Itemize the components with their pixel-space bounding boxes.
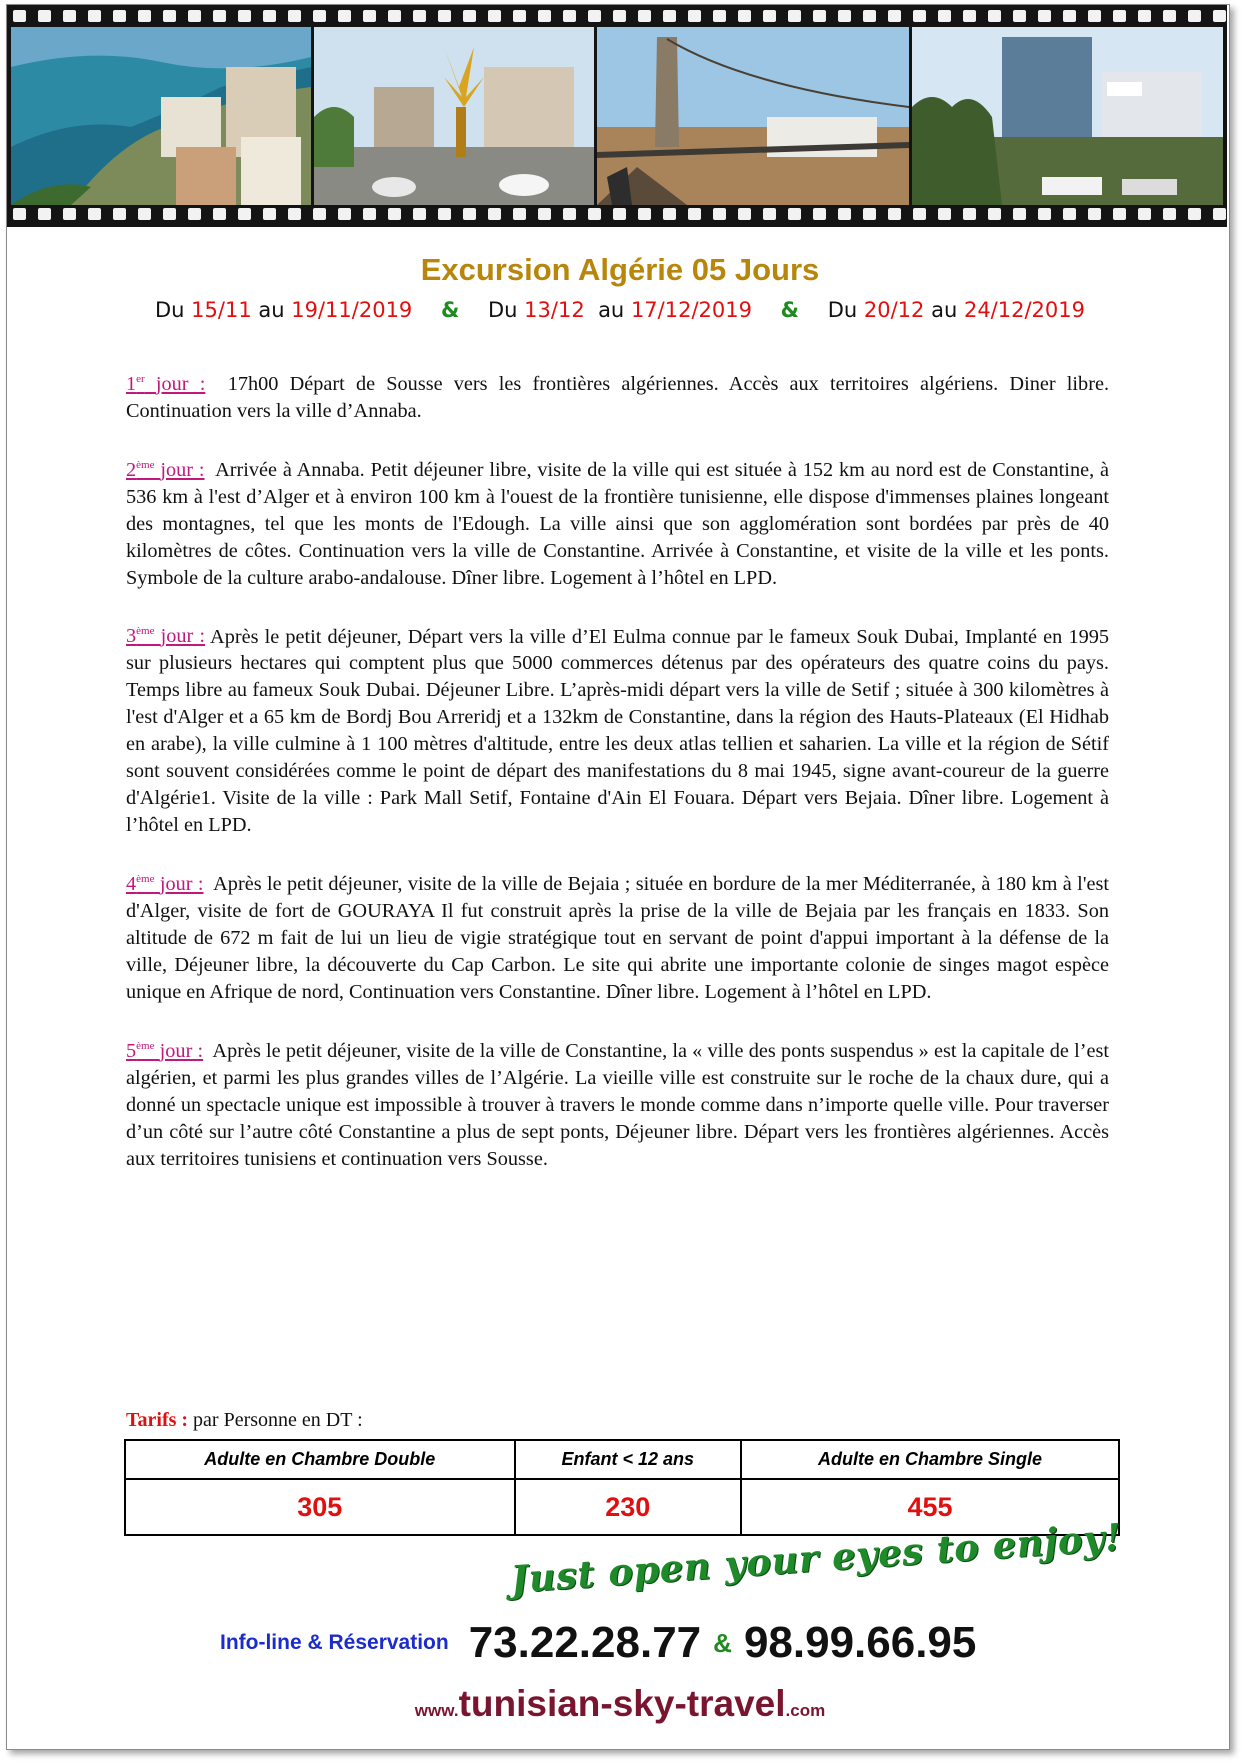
price-value-single: 455 <box>741 1479 1119 1535</box>
tarifs-label: Tarifs : <box>126 1409 189 1431</box>
date-separator: & <box>780 298 799 322</box>
itinerary <box>126 366 1109 1200</box>
page-title: Excursion Algérie 05 Jours <box>420 252 820 287</box>
day-5-text: Après le petit déjeuner, visite de la ville de Constantine, la « ville des ponts suspendus » est la capitale de l’est algérien, et parmi les plus grandes villes de l’Algérie. La vieille ville est construite sur le roche de la chaux dure, qui a donné un spectacle unique est impossible à trouver à travers le monde comme dans n’importe quelle ville. Pour traverser d’un côté sur l’autre côté Constantine a plus de sept ponts, Déjeuner libre. Départ vers les frontières algériennes. Accès aux territoires tunisiens et continuation vers Sousse. <box>126 1039 1109 1170</box>
phone-number-1[interactable]: 73.22.28.77 <box>468 1618 702 1667</box>
day-2-paragraph <box>126 452 1109 592</box>
day-4-text: Après le petit déjeuner, visite de la ville de Bejaia ; située en bordure de la mer Méditerranée, à 180 km à l'est d'Alger, visite de fort de GOURAYA Il fut construit après la prise de la ville de Bejaia par les français en 1833. Son altitude de 672 m fait de lui un lieu de vigie stratégique tout en servant de point d'appui important à la défense de la ville, Déjeuner libre, la découverte du Cap Carbon. Le site qui abrite une importante colonie de singes magot espèce unique en Afrique de nord, Continuation vers Constantine. Dîner libre. Logement à l’hôtel en LPD. <box>126 873 1109 1004</box>
price-table <box>124 1439 1120 1536</box>
film-strip-banner <box>7 5 1227 227</box>
website-prefix: www. <box>414 1701 459 1720</box>
date-3: Du 20/12 au 24/12/2019 <box>827 298 1085 322</box>
day-3-text: Après le petit déjeuner, Départ vers la ville d’El Eulma connue par le fameux Souk Dubai, Implanté en 1995 sur plusieurs hectares qui comptent plus que 5000 commerces détenus par des opérateurs des quatre coins du pays. Temps libre au fameux Souk Dubai. Déjeuner Libre. L’après-midi départ vers la ville de Setif ; située à 300 kilomètres à l'est d'Alger et a 65 km de Bordj Bou Arreridj et a 132km de Constantine, dans la région des Hauts-Plateaux (El Hidhab en arabe), la ville culmine à 1 100 mètres d'altitude, entre les deux atlas tellien et saharien. La ville et la région de Sétif sont souvent considérées comme le point de départ des manifestations du 8 mai 1945, signe avant-coureur de la guerre d'Algérie1. Visite de la ville : Park Mall Setif, Fontaine d'Ain El Fouara. Départ vers Bejaia. Dîner libre. Logement à l’hôtel en LPD. <box>126 625 1110 837</box>
day-2-label: 2ème jour : <box>126 458 205 481</box>
film-perforations-top <box>7 10 1227 24</box>
day-5-label: 5ème jour : <box>126 1039 204 1062</box>
park-mall-photo <box>912 27 1223 205</box>
price-header-double: Adulte en Chambre Double <box>125 1440 515 1479</box>
coastal-city-photo <box>11 27 311 205</box>
day-1-text: 17h00 Départ de Sousse vers les frontières algériennes. Accès aux territoires algériens. Diner libre. Continuation vers la ville d’Annaba. <box>126 372 1110 422</box>
dates-line <box>0 298 1240 322</box>
price-header-single: Adulte en Chambre Single <box>741 1440 1119 1479</box>
day-4-label: 4ème jour : <box>126 873 204 896</box>
website-suffix: .com <box>785 1701 826 1720</box>
price-value-child: 230 <box>515 1479 741 1535</box>
day-1-paragraph <box>126 366 1109 425</box>
tarifs-suffix: par Personne en DT : <box>193 1409 363 1431</box>
day-4-paragraph <box>126 866 1109 1006</box>
golden-monument-photo <box>314 27 594 205</box>
day-2-text: Arrivée à Annaba. Petit déjeuner libre, visite de la ville qui est située à 152 km au nord est de Constantine, à 536 km à l'est d’Alger et à environ 100 km à l'ouest de la frontière tunisienne, elle dispose d'immenses plaines longeant des montagnes, tel que les monts de l'Edough. La ville ainsi que son agglomération sont bordées par près de 40 kilomètres de côtes. Continuation vers la ville de Constantine. Arrivée à Constantine, et visite de la ville et les ponts. Symbole de la culture arabo-andalouse. Dîner libre. Logement à l’hôtel en LPD. <box>126 458 1110 589</box>
suspension-bridge-photo <box>597 27 909 205</box>
tarifs-line <box>126 1409 363 1432</box>
infoline-label: Info-line & Réservation <box>220 1631 449 1654</box>
website-name: tunisian-sky-travel <box>458 1683 786 1724</box>
day-3-label: 3ème jour : <box>126 625 206 648</box>
day-1-label: 1er jour : <box>126 372 206 395</box>
date-separator: & <box>440 298 460 322</box>
slogan: Just open your eyes to enjoy! <box>508 1514 1123 1602</box>
price-value-double: 305 <box>125 1479 515 1535</box>
day-5-paragraph <box>126 1033 1109 1173</box>
phone-separator: & <box>713 1627 732 1658</box>
price-header-child: Enfant < 12 ans <box>515 1440 741 1479</box>
phone-number-2[interactable]: 98.99.66.95 <box>743 1618 977 1667</box>
website-link[interactable] <box>0 1683 1240 1725</box>
film-perforations-bottom <box>7 208 1227 222</box>
contact-line <box>220 1618 976 1668</box>
date-2: Du 13/12 au 17/12/2019 <box>488 298 752 322</box>
price-table-header-row <box>125 1440 1119 1479</box>
day-3-paragraph <box>126 619 1109 840</box>
date-1: Du 15/11 au 19/11/2019 <box>154 298 413 322</box>
